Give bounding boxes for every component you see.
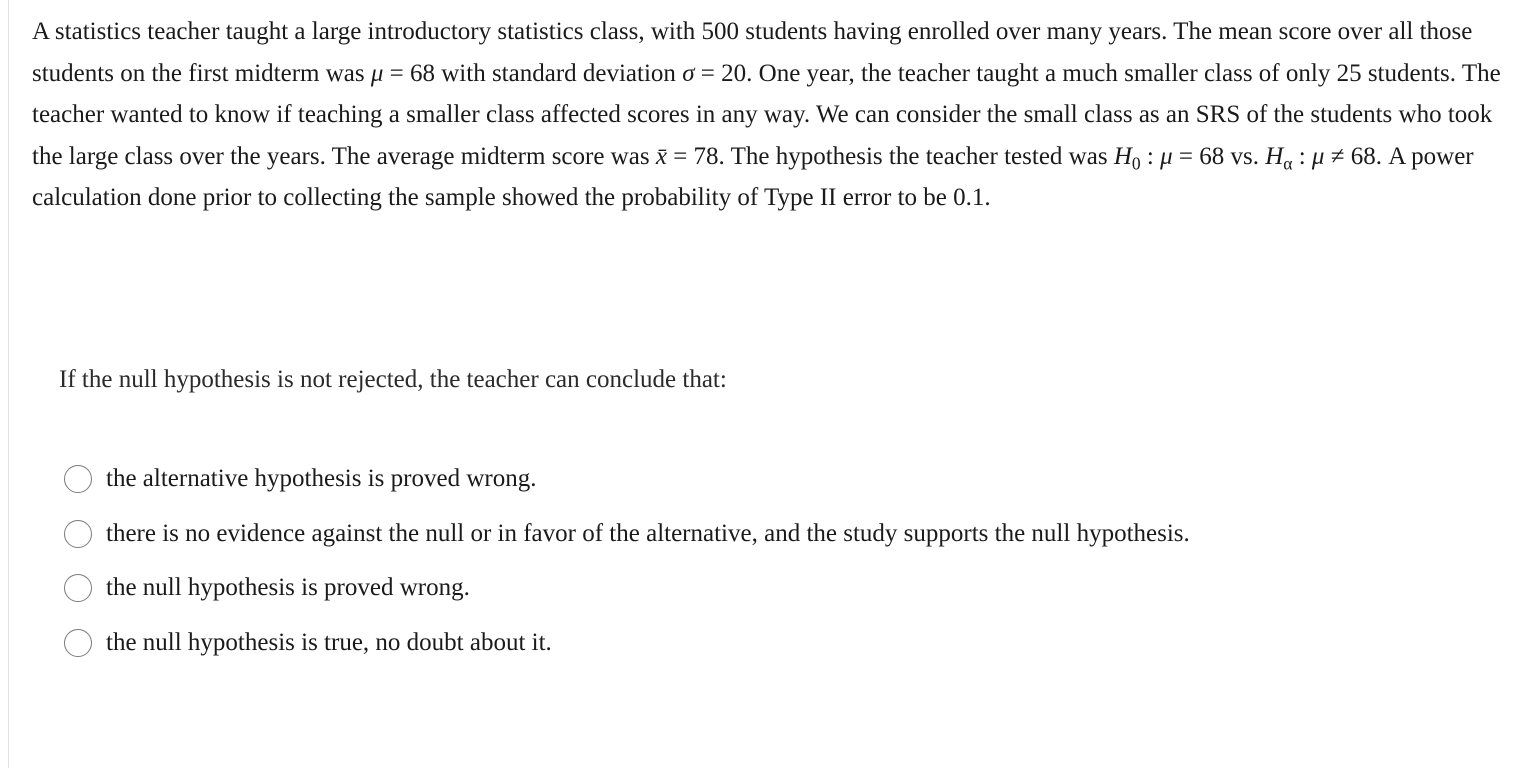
- ha-colon: :: [1292, 142, 1312, 170]
- answer-option-3[interactable]: [64, 561, 1190, 616]
- h0-subscript: 0: [1131, 153, 1141, 174]
- mu-symbol-2: μ: [1160, 142, 1173, 170]
- radio-button[interactable]: [64, 465, 92, 493]
- problem-text-8: ≠ 68: [1324, 142, 1376, 170]
- answer-option-2[interactable]: [64, 507, 1190, 562]
- ha-subscript: α: [1283, 153, 1293, 174]
- radio-button[interactable]: [64, 574, 92, 602]
- vs-text: vs.: [1224, 142, 1266, 170]
- problem-text-6: . The hypothesis the teacher tested was: [718, 142, 1114, 170]
- left-border: [8, 0, 9, 768]
- problem-text-5: = 78: [666, 142, 719, 170]
- answer-options: [64, 452, 1190, 670]
- h0-colon: :: [1140, 142, 1161, 170]
- h0-symbol: H: [1113, 142, 1132, 170]
- mu-symbol-3: μ: [1311, 142, 1325, 170]
- answer-option-1[interactable]: [64, 452, 1190, 507]
- sigma-symbol: σ: [682, 59, 695, 87]
- question-prompt: If the null hypothesis is not rejected, the teacher can conclude that:: [59, 366, 727, 393]
- ha-symbol: H: [1265, 142, 1284, 170]
- radio-button[interactable]: [64, 520, 92, 548]
- mu-symbol: μ: [370, 59, 384, 87]
- answer-option-label[interactable]: the null hypothesis is proved wrong.: [106, 574, 470, 602]
- answer-option-4[interactable]: [64, 616, 1190, 671]
- xbar-symbol: x̄: [655, 142, 667, 170]
- problem-text-3: = 20: [694, 59, 747, 87]
- problem-text-1: A statistics teacher taught a large introductory statistics class, with 500 students having enrolled over many years. The mean score over all those students on the first midterm was: [32, 18, 1473, 87]
- answer-option-label[interactable]: the alternative hypothesis is proved wrong.: [106, 465, 537, 493]
- problem-text-2: = 68 with standard deviation: [383, 59, 683, 87]
- answer-option-label[interactable]: there is no evidence against the null or in favor of the alternative, and the study supports the null hypothesis.: [106, 519, 1190, 547]
- problem-statement: [32, 11, 1502, 219]
- problem-text-7: = 68: [1172, 142, 1225, 170]
- radio-button[interactable]: [64, 629, 92, 657]
- problem-text-9: . A power calculation done prior to collecting the sample showed the probability of Type II error to be 0.1.: [32, 142, 1474, 212]
- answer-option-label[interactable]: the null hypothesis is true, no doubt about it.: [106, 629, 552, 657]
- problem-text-4: . One year, the teacher taught a much smaller class of only 25 students. The teacher wanted to know if teaching a smaller class affected scores in any way. We can consider the small class as an SRS of the students who took the large class over the years. The average midterm score was: [32, 59, 1501, 170]
